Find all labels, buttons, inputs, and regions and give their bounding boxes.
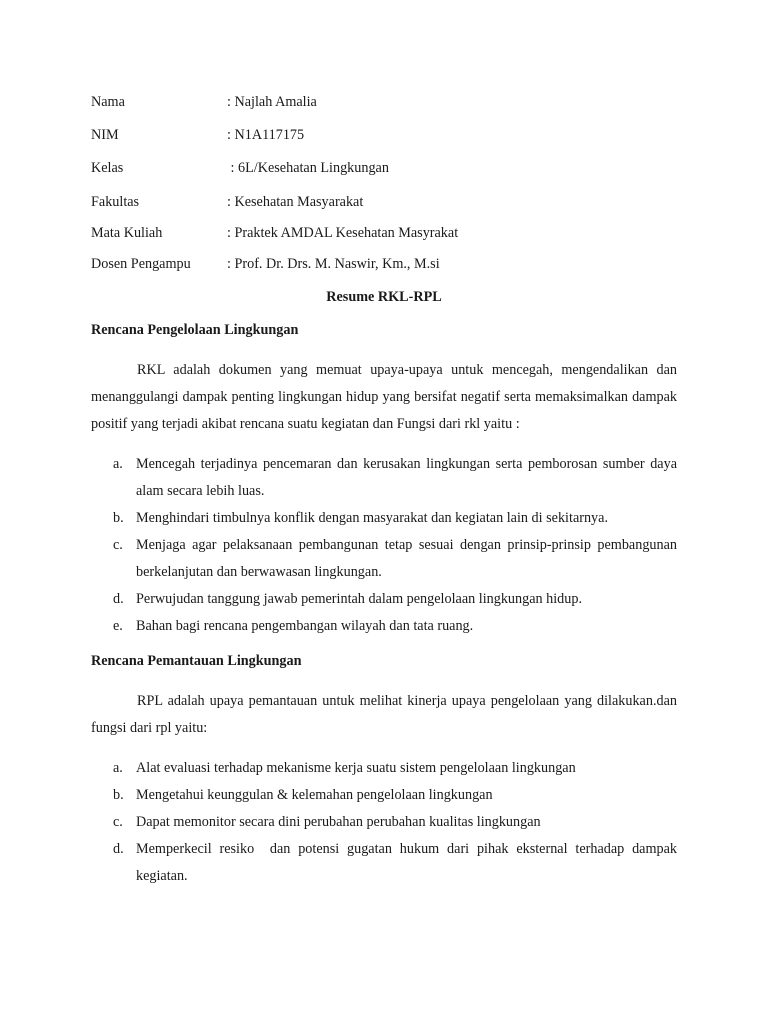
info-row-fakultas [91,194,363,211]
list-item [91,613,677,640]
rpl-paragraph: RPL adalah upaya pemantauan untuk melihat kinerja upaya pengelolaan yang dilakukan.dan fungsi dari rpl yaitu: [91,693,677,736]
list-marker: c. [113,537,123,553]
list-item [91,755,677,782]
list-item-text: Mengetahui keunggulan & kelemahan pengelolaan lingkungan [136,787,493,803]
list-marker: a. [113,456,123,472]
list-item [91,451,677,505]
list-marker: c. [113,814,123,830]
list-item-text: Memperkecil resiko dan potensi gugatan hukum dari pihak eksternal terhadap dampak kegiatan. [136,841,681,884]
rpl-heading: Rencana Pemantauan Lingkungan [91,653,302,669]
dosen-value: : Prof. Dr. Drs. M. Naswir, Km., M.si [227,256,440,272]
list-item-text: Menjaga agar pelaksanaan pembangunan tetap sesuai dengan prinsip-prinsip pembangunan berkelanjutan dan berwawasan lingkungan. [136,537,677,580]
list-item [91,809,677,836]
mata-kuliah-value: : Praktek AMDAL Kesehatan Masyrakat [227,225,459,241]
nim-value: : N1A117175 [227,127,305,143]
rkl-heading: Rencana Pengelolaan Lingkungan [91,322,299,338]
list-item [91,505,677,532]
list-item [91,532,677,586]
info-row-kelas [91,160,389,177]
info-row-mata-kuliah [91,225,458,242]
list-item [91,836,681,890]
list-item-text: Bahan bagi rencana pengembangan wilayah dan tata ruang. [136,618,474,634]
nama-value: : Najlah Amalia [227,94,317,110]
nama-label: Nama [91,94,125,110]
list-marker: b. [113,510,124,526]
list-item-text: Alat evaluasi terhadap mekanisme kerja suatu sistem pengelolaan lingkungan [136,760,576,776]
fakultas-value: : Kesehatan Masyarakat [227,194,364,210]
nim-label: NIM [91,127,119,143]
info-row-dosen [91,256,440,273]
list-item-text: Menghindari timbulnya konflik dengan masyarakat dan kegiatan lain di sekitarnya. [136,510,608,526]
kelas-value: : 6L/Kesehatan Lingkungan [227,160,389,176]
list-item-text: Dapat memonitor secara dini perubahan perubahan kualitas lingkungan [136,814,541,830]
rkl-list [91,451,677,640]
list-marker: e. [113,618,123,634]
document-title: Resume RKL-RPL [326,289,442,305]
info-row-nim [91,127,304,144]
list-item-text: Perwujudan tanggung jawab pemerintah dalam pengelolaan lingkungan hidup. [136,591,582,607]
info-row-nama [91,94,317,111]
list-marker: d. [113,841,124,857]
kelas-label: Kelas [91,160,124,176]
list-marker: a. [113,760,123,776]
mata-kuliah-label: Mata Kuliah [91,225,163,241]
list-item-text: Mencegah terjadinya pencemaran dan kerusakan lingkungan serta pemborosan sumber daya alam secara lebih luas. [136,456,677,499]
list-marker: b. [113,787,124,803]
rkl-paragraph: RKL adalah dokumen yang memuat upaya-upaya untuk mencegah, mengendalikan dan menanggulangi dampak penting lingkungan hidup yang bersifat negatif serta memaksimalkan dampak positif yang terjadi akibat rencana suatu kegiatan dan Fungsi dari rkl yaitu : [91,362,677,432]
rpl-list [91,755,681,890]
list-item [91,782,677,809]
fakultas-label: Fakultas [91,194,140,210]
list-item [91,586,677,613]
list-marker: d. [113,591,124,607]
dosen-label: Dosen Pengampu [91,256,191,272]
